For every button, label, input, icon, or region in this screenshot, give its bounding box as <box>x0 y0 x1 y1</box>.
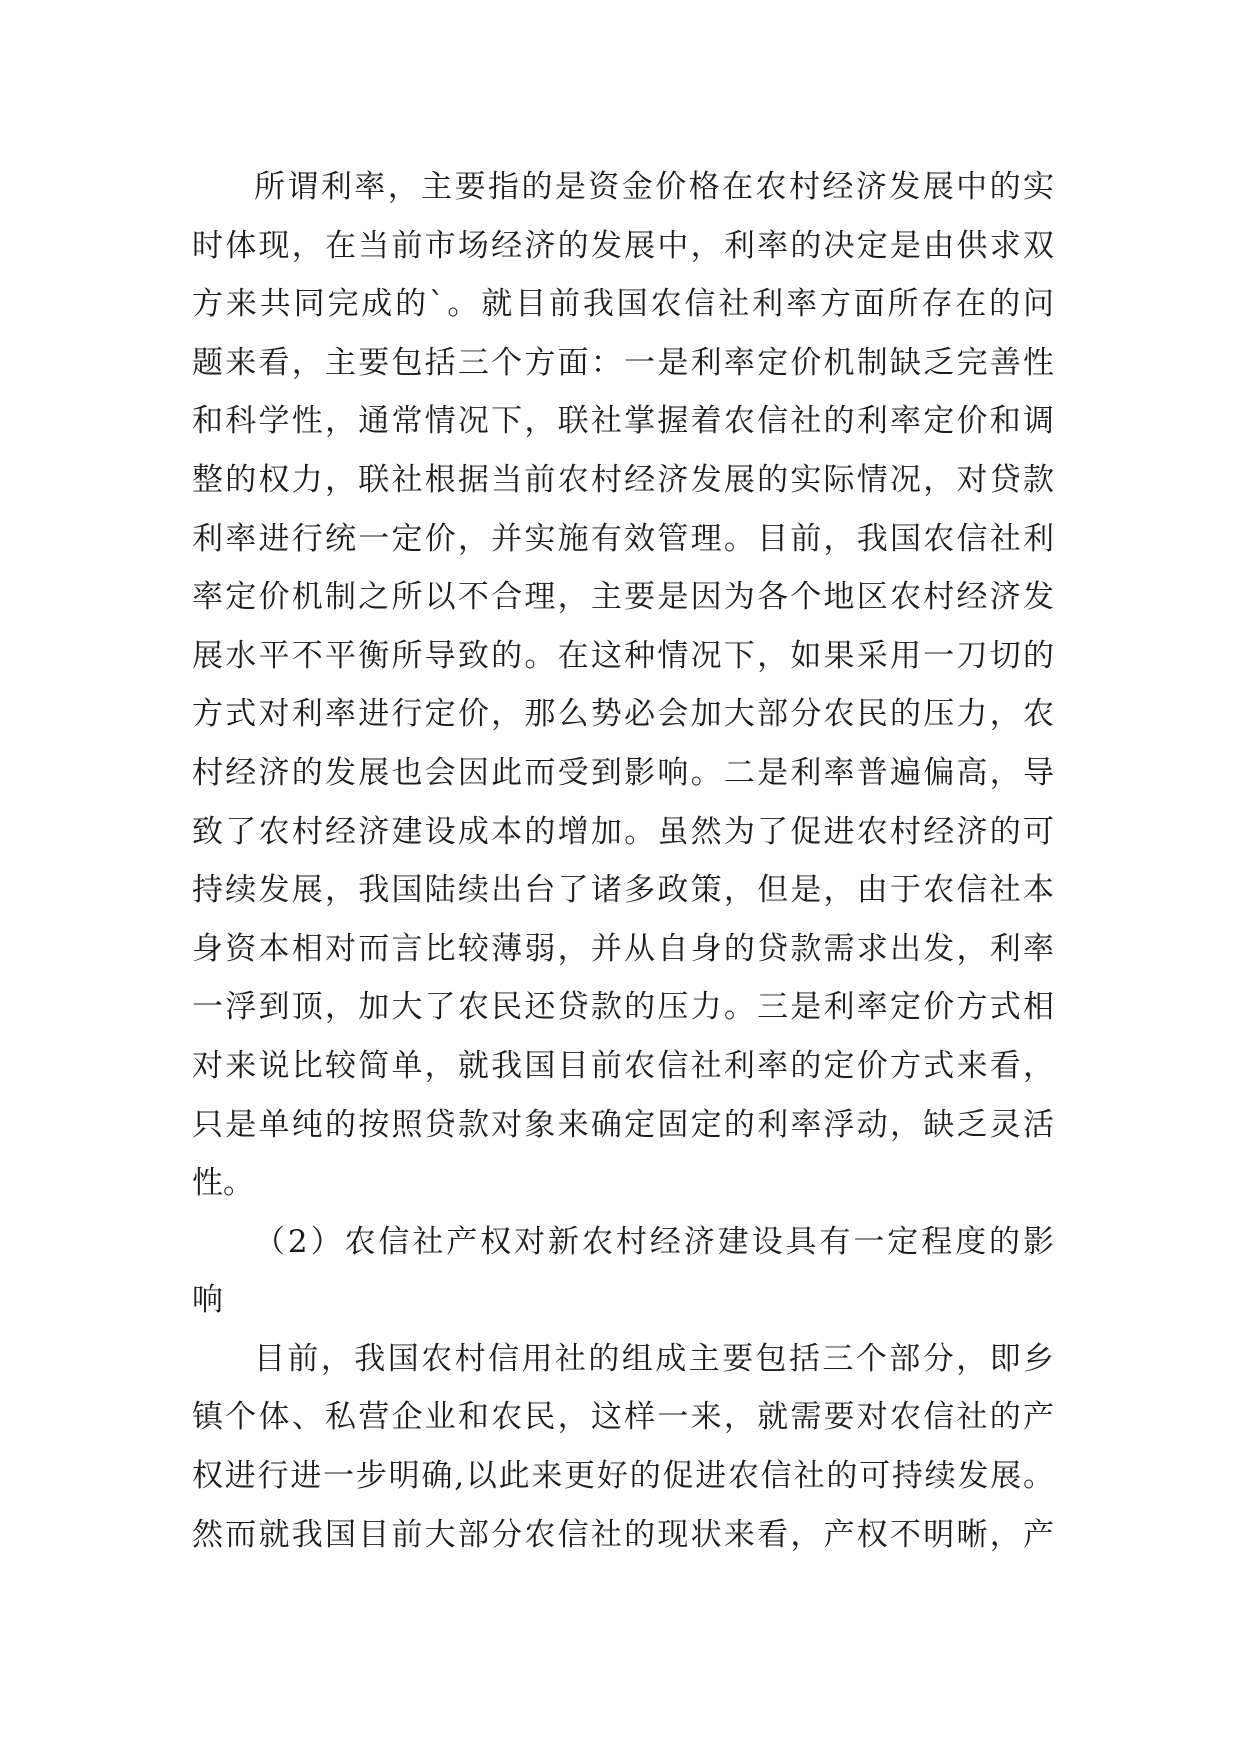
text-line: 性。 <box>192 1165 254 1202</box>
para-interest-rate <box>192 158 1054 1213</box>
text-line: 镇个体、私营企业和农民，这样一来，就需要对农信社的产 <box>192 1399 1054 1436</box>
text-line: 时体现，在当前市场经济的发展中，利率的决定是由供求双 <box>192 227 1054 264</box>
text-line: 身资本相对而言比较薄弱，并从自身的贷款需求出发，利率 <box>192 930 1054 967</box>
text-line: 方式对利率进行定价，那么势必会加大部分农民的压力，农 <box>192 696 1054 733</box>
text-line: 利率进行统一定价，并实施有效管理。目前，我国农信社利 <box>192 520 1054 557</box>
text-line: 方来共同完成的`。就目前我国农信社利率方面所存在的问 <box>192 286 1054 323</box>
text-line: 致了农村经济建设成本的增加。虽然为了促进农村经济的可 <box>192 813 1054 850</box>
body-text <box>192 158 1054 1564</box>
text-line: 权进行进一步明确,以此来更好的促进农信社的可持续发展。 <box>192 1458 1054 1495</box>
text-line: 响 <box>192 1282 223 1319</box>
text-line: 所谓利率，主要指的是资金价格在农村经济发展中的实 <box>254 169 1054 205</box>
text-line: 题来看，主要包括三个方面：一是利率定价机制缺乏完善性 <box>192 344 1054 381</box>
text-line: 对来说比较简单，就我国目前农信社利率的定价方式来看， <box>192 1047 1054 1084</box>
text-line: 率定价机制之所以不合理，主要是因为各个地区农村经济发 <box>192 579 1054 616</box>
text-line: 整的权力，联社根据当前农村经济发展的实际情况，对贷款 <box>192 461 1054 498</box>
text-line: 持续发展，我国陆续出台了诸多政策，但是，由于农信社本 <box>192 872 1054 909</box>
heading-property-rights <box>192 1213 1054 1330</box>
text-line: 只是单纯的按照贷款对象来确定固定的利率浮动，缺乏灵活 <box>192 1106 1054 1143</box>
para-property-rights <box>192 1330 1054 1564</box>
text-line: 展水平不平衡所导致的。在这种情况下，如果采用一刀切的 <box>192 637 1054 674</box>
text-line: 村经济的发展也会因此而受到影响。二是利率普遍偏高，导 <box>192 754 1054 791</box>
text-line: 和科学性，通常情况下，联社掌握着农信社的利率定价和调 <box>192 403 1054 440</box>
text-line: 然而就我国目前大部分农信社的现状来看，产权不明晰，产 <box>192 1516 1054 1553</box>
text-line: 目前，我国农村信用社的组成主要包括三个部分，即乡 <box>254 1340 1054 1377</box>
text-line: 一浮到顶，加大了农民还贷款的压力。三是利率定价方式相 <box>192 989 1054 1026</box>
text-line: （2）农信社产权对新农村经济建设具有一定程度的影 <box>254 1223 1054 1260</box>
